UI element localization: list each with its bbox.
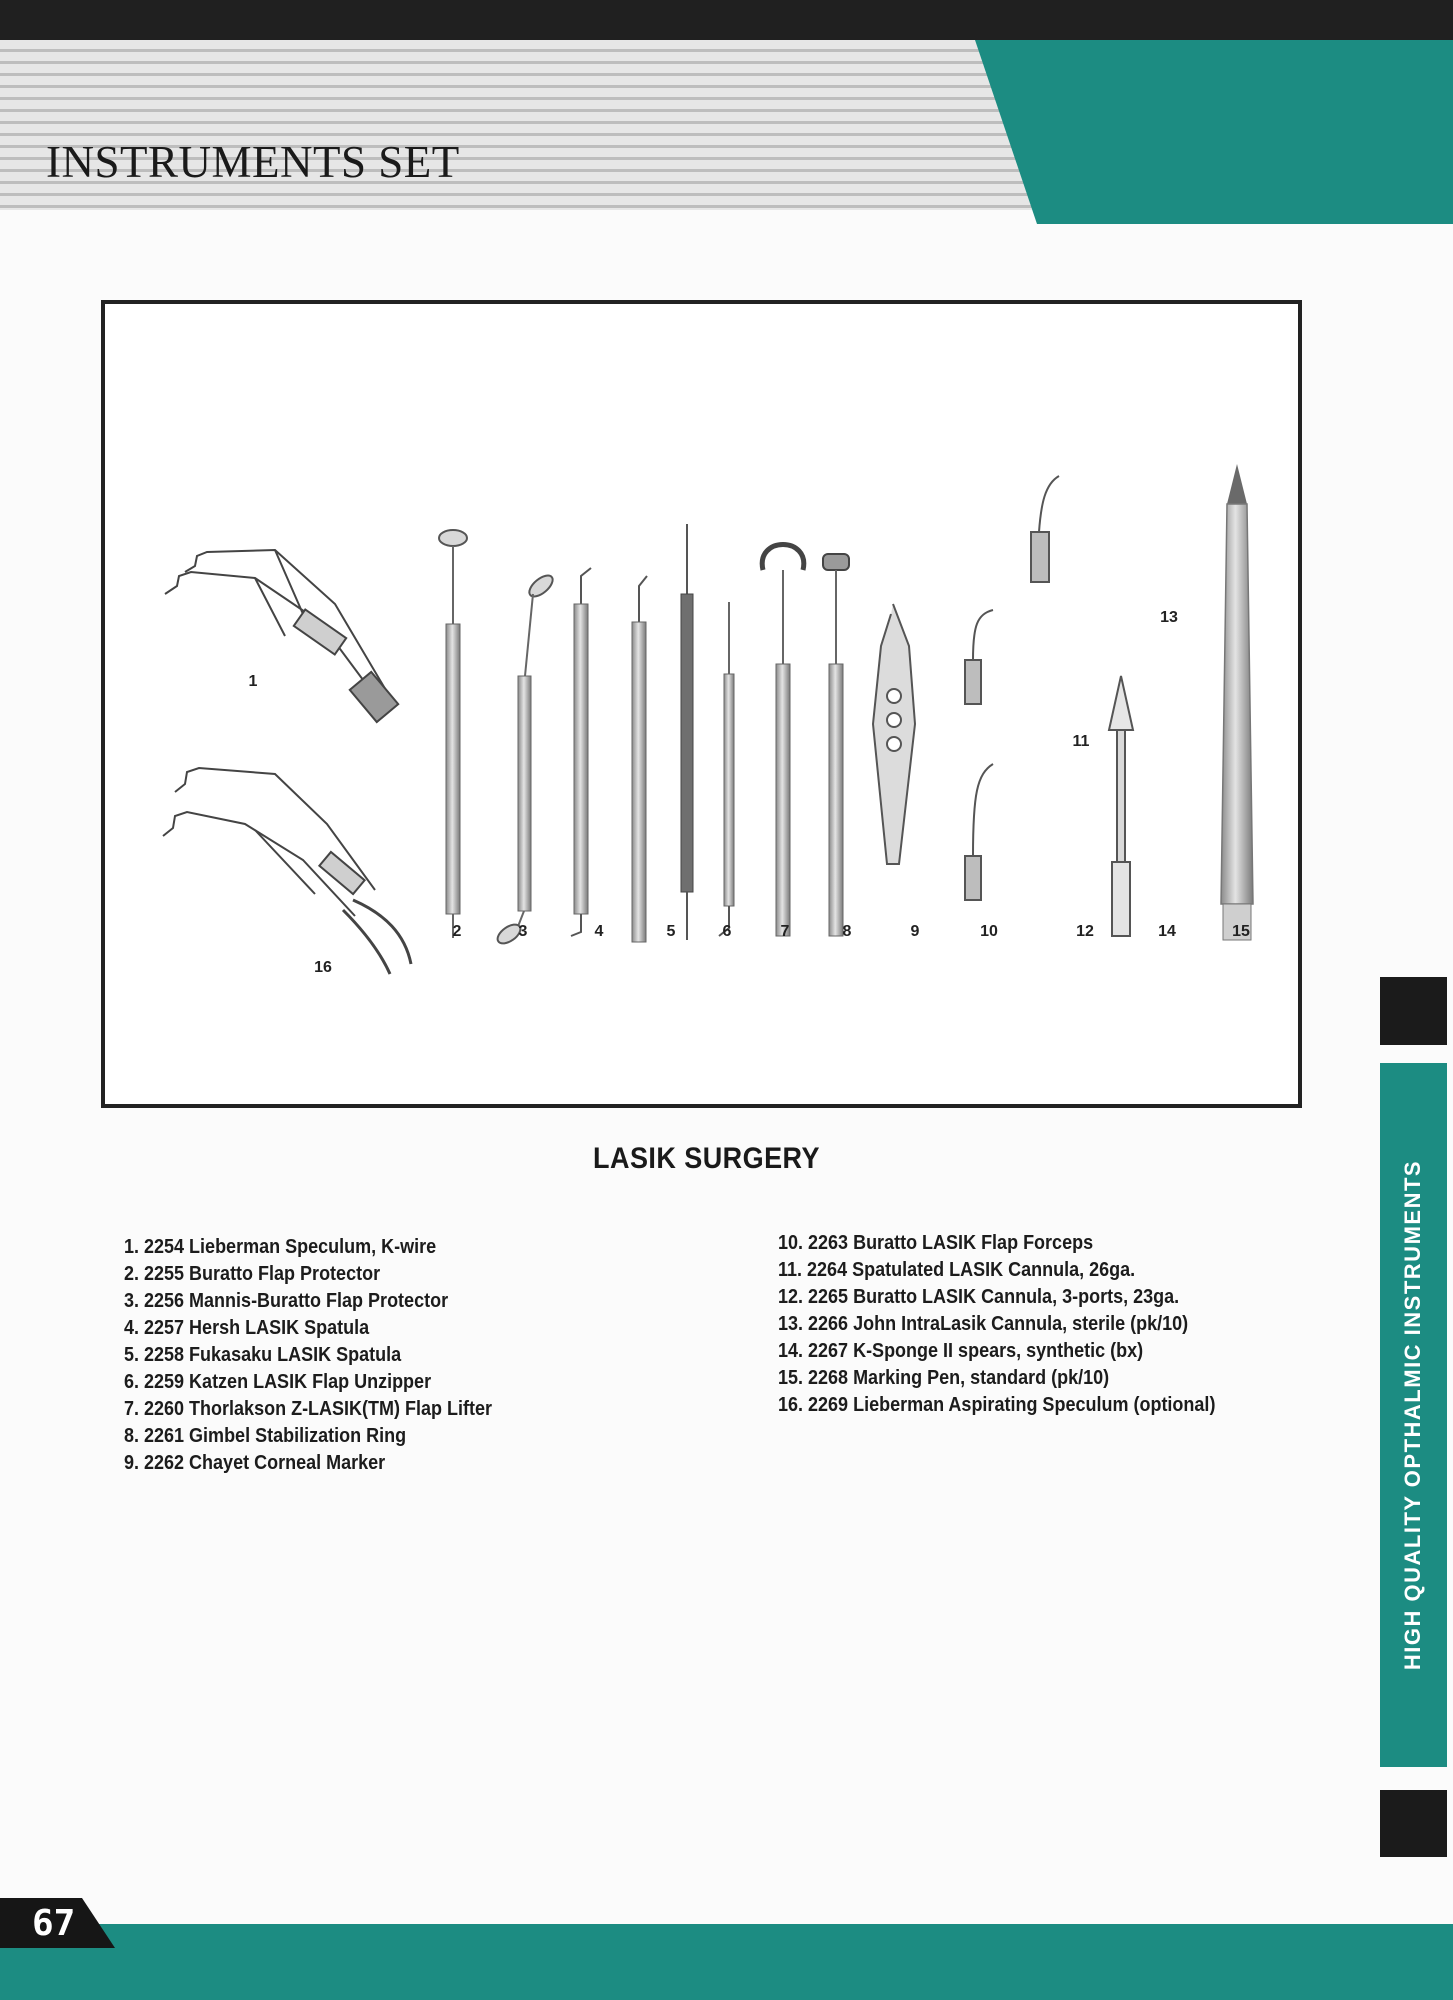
list-item: 3. 2256 Mannis-Buratto Flap Protector bbox=[124, 1290, 449, 1312]
instrument-label-15: 15 bbox=[1232, 923, 1250, 940]
top-strip bbox=[0, 0, 1453, 40]
list-item: 2. 2255 Buratto Flap Protector bbox=[124, 1263, 381, 1285]
list-item: 7. 2260 Thorlakson Z-LASIK(TM) Flap Lifter bbox=[124, 1398, 493, 1420]
instrument-label-1: 1 bbox=[248, 673, 258, 690]
list-item: 4. 2257 Hersh LASIK Spatula bbox=[124, 1317, 370, 1339]
list-item: 5. 2258 Fukasaku LASIK Spatula bbox=[124, 1344, 402, 1366]
instrument-figure bbox=[101, 300, 1302, 1108]
instrument-13-cannula bbox=[1031, 476, 1059, 582]
instrument-6-flap-unzipper bbox=[681, 524, 693, 940]
instrument-7-flap-lifter bbox=[719, 602, 734, 936]
instrument-illustration bbox=[105, 304, 1298, 1104]
instrument-label-2: 2 bbox=[452, 923, 462, 940]
list-item: 14. 2267 K-Sponge II spears, synthetic (bx) bbox=[778, 1340, 1144, 1362]
instrument-label-10: 10 bbox=[980, 923, 998, 940]
header-accent bbox=[975, 40, 1453, 224]
list-item: 16. 2269 Lieberman Aspirating Speculum (optional) bbox=[778, 1394, 1216, 1416]
page-number: 67 bbox=[32, 1903, 76, 1944]
instrument-15-marking-pen bbox=[1221, 464, 1253, 940]
instrument-12-cannula bbox=[965, 764, 993, 900]
side-block-top bbox=[1380, 977, 1447, 1045]
list-item: 13. 2266 John IntraLasik Cannula, sterile (pk/10) bbox=[778, 1313, 1189, 1335]
instrument-label-5: 5 bbox=[666, 923, 676, 940]
list-item: 1. 2254 Lieberman Speculum, K-wire bbox=[124, 1236, 437, 1258]
instrument-label-11: 11 bbox=[1072, 733, 1090, 750]
instrument-label-13: 13 bbox=[1160, 609, 1178, 626]
list-item: 11. 2264 Spatulated LASIK Cannula, 26ga. bbox=[778, 1259, 1136, 1281]
instrument-5-spatula bbox=[632, 576, 647, 942]
instrument-14-sponge-spear bbox=[1109, 676, 1133, 936]
list-item: 12. 2265 Buratto LASIK Cannula, 3-ports, 23ga. bbox=[778, 1286, 1180, 1308]
instrument-label-7: 7 bbox=[780, 923, 790, 940]
instrument-label-12: 12 bbox=[1076, 923, 1094, 940]
instrument-label-3: 3 bbox=[518, 923, 528, 940]
instrument-4-spatula bbox=[571, 568, 591, 936]
list-item: 9. 2262 Chayet Corneal Marker bbox=[124, 1452, 386, 1474]
instrument-label-8: 8 bbox=[842, 923, 852, 940]
instrument-8-stabilization-ring bbox=[762, 545, 804, 937]
page-title: INSTRUMENTS SET bbox=[46, 137, 460, 187]
instrument-list-right bbox=[778, 1230, 1264, 1419]
list-item: 10. 2263 Buratto LASIK Flap Forceps bbox=[778, 1232, 1094, 1254]
instrument-2-flap-protector bbox=[439, 530, 467, 938]
side-banner-label: HIGH QUALITY OPTHALMIC INSTRUMENTS bbox=[1400, 1159, 1426, 1671]
footer-band bbox=[0, 1924, 1453, 2000]
instrument-9-corneal-marker bbox=[823, 554, 849, 936]
side-banner bbox=[1380, 1063, 1447, 1767]
instrument-16-aspirating-speculum bbox=[163, 768, 411, 974]
list-item: 8. 2261 Gimbel Stabilization Ring bbox=[124, 1425, 407, 1447]
instrument-label-4: 4 bbox=[594, 923, 604, 940]
instrument-list-left bbox=[124, 1234, 533, 1477]
instrument-3-flap-protector bbox=[494, 572, 556, 948]
list-item: 6. 2259 Katzen LASIK Flap Unzipper bbox=[124, 1371, 432, 1393]
instrument-label-16: 16 bbox=[314, 959, 332, 976]
instrument-1-speculum bbox=[165, 550, 398, 722]
instrument-label-14: 14 bbox=[1158, 923, 1176, 940]
side-block-bottom bbox=[1380, 1790, 1447, 1857]
instrument-label-9: 9 bbox=[910, 923, 920, 940]
instrument-11-cannula bbox=[965, 610, 993, 704]
instrument-10-flap-forceps bbox=[873, 604, 915, 864]
section-title: LASIK SURGERY bbox=[593, 1142, 820, 1175]
list-item: 15. 2268 Marking Pen, standard (pk/10) bbox=[778, 1367, 1110, 1389]
instrument-label-6: 6 bbox=[722, 923, 732, 940]
